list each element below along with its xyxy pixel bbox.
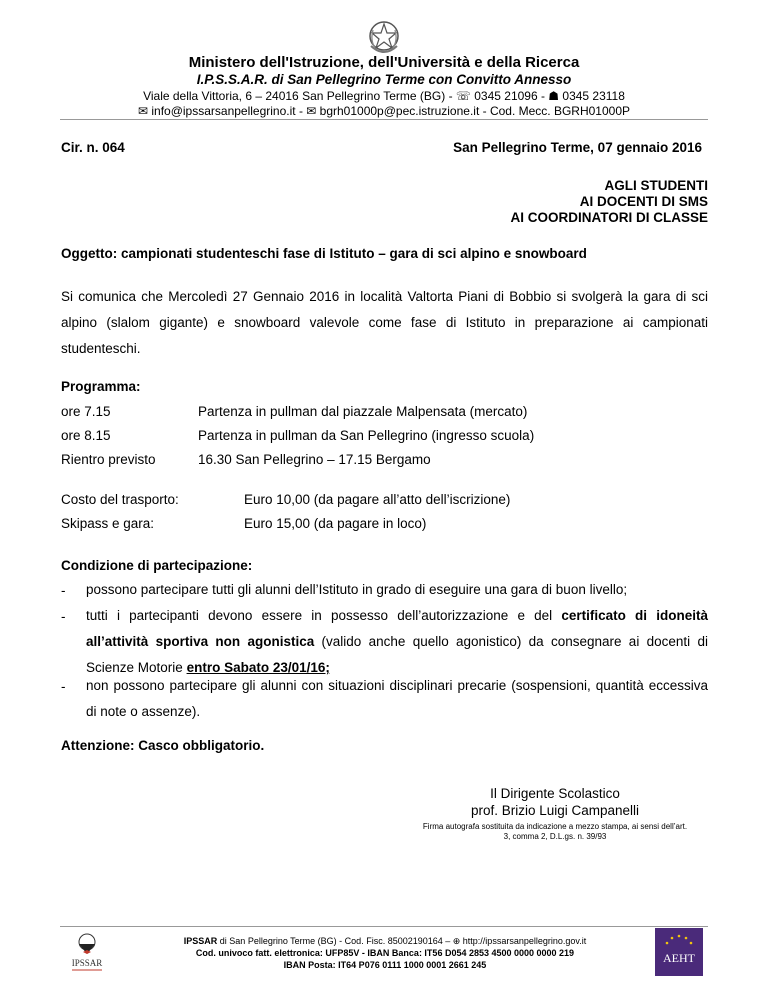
cost-value-skipass: Euro 15,00 (da pagare in loco)	[244, 516, 427, 531]
condition-item-2	[86, 603, 708, 681]
condition-item-1: possono partecipare tutti gli alunni dell’Istituto in grado di eseguire una gara di buon livello;	[86, 582, 628, 597]
aeht-logo-icon	[655, 928, 703, 976]
cost-label-transport: Costo del trasporto:	[61, 492, 179, 507]
ipssar-logo-text: IPSSAR	[71, 958, 103, 968]
programma-value-3: 16.30 San Pellegrino – 17.15 Bergamo	[198, 452, 431, 467]
conditions-title: Condizione di partecipazione:	[61, 558, 253, 573]
signature-note: Firma autografa sostituita da indicazione a mezzo stampa, ai sensi dell’art. 3, comma 2, D.L.gs. n. 39/93	[422, 822, 688, 841]
programma-label-3: Rientro previsto	[61, 452, 156, 467]
cost-label-skipass: Skipass e gara:	[61, 516, 155, 531]
school-address: Viale della Vittoria, 6 – 24016 San Pellegrino Terme (BG) - ☏ 0345 21096 - ☗ 0345 23118	[143, 89, 625, 103]
bullet-dash: -	[61, 679, 66, 694]
bullet-dash: -	[61, 583, 66, 598]
subject-line: Oggetto: campionati studenteschi fase di Istituto – gara di sci alpino e snowboard	[61, 246, 587, 261]
cost-value-transport: Euro 10,00 (da pagare all’atto dell’iscrizione)	[244, 492, 511, 507]
programma-label-2: ore 8.15	[61, 428, 111, 443]
footer-line-1	[120, 935, 650, 947]
intro-paragraph: Si comunica che Mercoledì 27 Gennaio 2016 in località Valtorta Piani di Bobbio si svolgerà la gara di sci alpino (slalom gigante) e snowboard valevole come fase di Istituto in preparazione ai campionati studenteschi.	[61, 289, 708, 356]
programma-value-2: Partenza in pullman da San Pellegrino (ingresso scuola)	[198, 428, 535, 443]
condition-item-2-part-c: (valido anche quello agonistico) da consegnare ai docenti di Scienze Motorie	[86, 634, 708, 675]
aeht-logo-text: AEHT	[663, 951, 695, 965]
footer-brand: IPSSAR	[183, 936, 218, 946]
programma-title: Programma:	[61, 379, 141, 394]
recipient-students: AGLI STUDENTI	[604, 178, 708, 193]
footer-line-3: IBAN Posta: IT64 P076 0111 1000 0001 2661 245	[283, 960, 487, 970]
recipient-coordinators: AI COORDINATORI DI CLASSE	[510, 210, 708, 225]
signature-role: Il Dirigente Scolastico	[490, 786, 620, 801]
signature-name: prof. Brizio Luigi Campanelli	[470, 803, 640, 818]
certificate-requirement: certificato di idoneità all’attività sportiva non agonistica	[86, 608, 708, 649]
school-name: I.P.S.S.A.R. di San Pellegrino Terme con Convitto Annesso	[196, 72, 572, 87]
helmet-warning: Attenzione: Casco obbligatorio.	[61, 738, 265, 753]
deadline: entro Sabato 23/01/16;	[186, 660, 330, 675]
footer-line-1-text: di San Pellegrino Terme (BG) - Cod. Fisc. 85002190164 – ⊕ http://ipssarsanpellegrino.gov.it	[217, 936, 587, 946]
republic-emblem-icon	[366, 18, 402, 58]
footer-divider	[60, 926, 708, 927]
school-contacts: ✉ info@ipssarsanpellegrino.it - ✉ bgrh01000p@pec.istruzione.it - Cod. Mecc. BGRH01000P	[137, 104, 631, 118]
ipssar-logo-icon	[64, 930, 110, 974]
bullet-dash: -	[61, 609, 66, 624]
place-date: San Pellegrino Terme, 07 gennaio 2016	[453, 140, 702, 155]
header-divider	[60, 119, 708, 120]
recipient-teachers: AI DOCENTI DI SMS	[579, 194, 708, 209]
circular-number: Cir. n. 064	[61, 140, 125, 155]
ministry-title: Ministero dell'Istruzione, dell'Università e della Ricerca	[188, 54, 580, 71]
programma-label-1: ore 7.15	[61, 404, 111, 419]
condition-item-2-part-a: tutti i partecipanti devono essere in possesso dell’autorizzazione e del	[86, 608, 553, 623]
condition-item-3: non possono partecipare gli alunni con situazioni disciplinari precarie (sospensioni, quantità eccessiva di note o assenze).	[86, 678, 708, 719]
programma-value-1: Partenza in pullman dal piazzale Malpensata (mercato)	[198, 404, 528, 419]
footer-line-2: Cod. univoco fatt. elettronica: UFP85V - IBAN Banca: IT56 D054 2853 4500 0000 0000 219	[195, 948, 575, 958]
